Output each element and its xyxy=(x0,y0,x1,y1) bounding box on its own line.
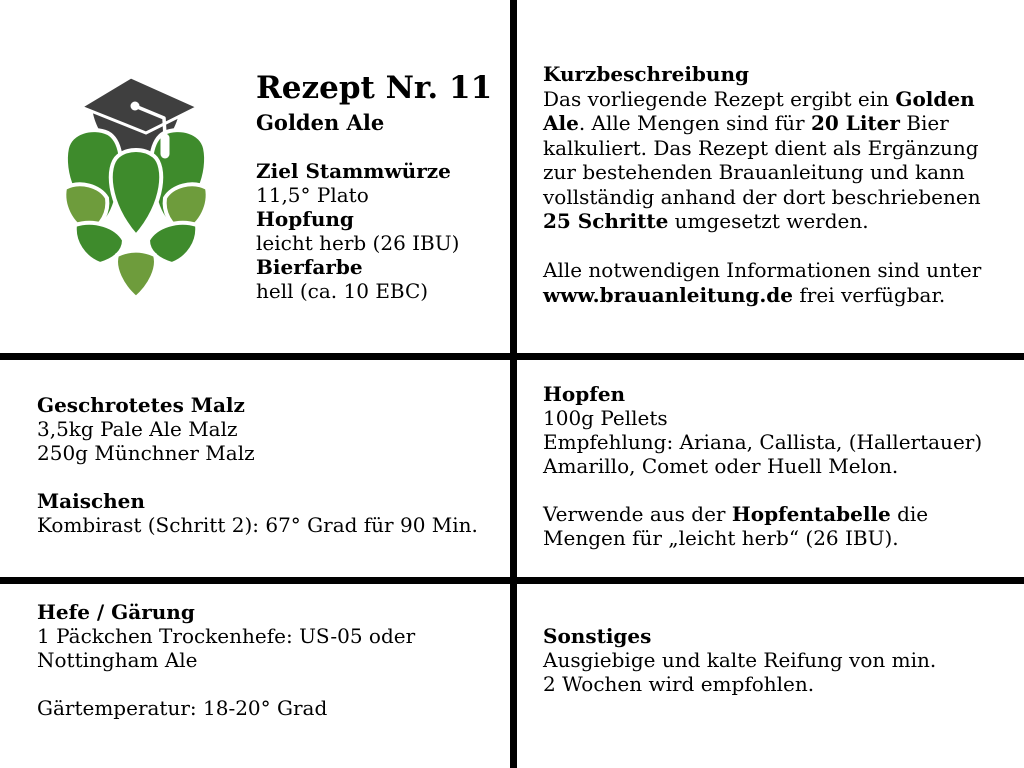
text-line xyxy=(37,600,415,624)
text-line xyxy=(37,441,478,465)
section-kurzbeschreibung xyxy=(543,62,981,307)
text-line xyxy=(543,234,981,259)
grid-line-vertical xyxy=(510,0,517,768)
text-segment: 25 Schritte xyxy=(543,209,669,233)
text-line xyxy=(256,279,459,303)
text-segment: kalkuliert. Das Rezept dient als Ergänzung xyxy=(543,135,979,160)
text-segment: Mengen für „leicht herb“ (26 IBU). xyxy=(543,526,899,550)
text-line xyxy=(37,417,478,441)
text-line xyxy=(256,255,459,279)
text-line xyxy=(256,207,459,231)
text-segment: Hopfentabelle xyxy=(731,502,891,526)
text-segment: Bierfarbe xyxy=(256,255,363,279)
text-line xyxy=(543,283,981,308)
text-segment: vollständig anhand der dort beschriebenen xyxy=(543,184,981,209)
recipe-style: Golden Ale xyxy=(256,110,385,135)
text-segment: Geschrotetes Malz xyxy=(37,393,245,417)
text-segment: zur bestehenden Brauanleitung und kann xyxy=(543,160,965,184)
text-segment: 2 Wochen wird empfohlen. xyxy=(543,672,815,696)
text-line xyxy=(543,672,936,696)
text-line xyxy=(37,465,478,489)
text-segment: hell (ca. 10 EBC) xyxy=(256,279,429,303)
text-segment: 250g Münchner Malz xyxy=(37,441,255,465)
text-line xyxy=(543,382,982,406)
text-line xyxy=(37,648,415,672)
text-segment: Gärtemperatur: 18-20° Grad xyxy=(37,696,328,720)
hop-leaf-central xyxy=(111,150,161,236)
text-segment: umgesetzt werden. xyxy=(668,209,869,233)
text-line xyxy=(37,489,478,513)
text-line xyxy=(543,624,936,648)
section-malz-maischen xyxy=(37,393,478,537)
text-segment: Amarillo, Comet oder Huell Melon. xyxy=(543,454,899,478)
text-line xyxy=(543,478,982,502)
text-segment: die xyxy=(890,502,929,526)
text-segment: 1 Päckchen Trockenhefe: US-05 oder xyxy=(37,624,416,648)
text-segment: 3,5kg Pale Ale Malz xyxy=(37,417,238,441)
text-line xyxy=(543,62,981,87)
text-line xyxy=(37,513,478,537)
text-segment: Maischen xyxy=(37,489,145,513)
text-line xyxy=(37,393,478,417)
text-line xyxy=(256,231,459,255)
section-hopfen xyxy=(543,382,982,550)
text-segment: frei verfügbar. xyxy=(793,282,946,307)
text-segment: Hopfen xyxy=(543,382,626,406)
logo xyxy=(60,76,212,304)
text-line xyxy=(256,183,459,207)
text-segment: 20 Liter xyxy=(810,111,900,135)
hop-graduation-logo xyxy=(60,76,212,304)
text-line xyxy=(37,696,415,720)
text-segment: Verwende aus der xyxy=(543,502,732,526)
text-segment: Ziel Stammwürze xyxy=(256,159,451,183)
text-line xyxy=(543,648,936,672)
text-line xyxy=(543,502,982,526)
section-ziel-info xyxy=(256,159,459,303)
text-line xyxy=(543,430,982,454)
text-line xyxy=(543,454,982,478)
text-segment: Bier xyxy=(899,111,949,135)
text-segment: 11,5° Plato xyxy=(256,183,369,207)
text-segment: Hefe / Gärung xyxy=(37,600,195,624)
text-segment: Empfehlung: Ariana, Callista, (Hallertauer) xyxy=(543,430,983,454)
text-line xyxy=(543,160,981,185)
text-segment: leicht herb (26 IBU) xyxy=(256,231,460,255)
text-segment: Golden xyxy=(895,86,975,111)
text-segment: Nottingham Ale xyxy=(37,648,198,672)
text-segment: Ausgiebige und kalte Reifung von min. xyxy=(543,648,937,672)
section-sonstiges xyxy=(543,624,936,696)
text-segment: Sonstiges xyxy=(543,624,652,648)
text-line xyxy=(256,159,459,183)
hop-leaf-bottom xyxy=(116,251,156,299)
text-line xyxy=(543,87,981,112)
text-segment: Kombirast (Schritt 2): 67° Grad für 90 Min. xyxy=(37,513,478,537)
cap-button xyxy=(131,102,140,111)
title-block xyxy=(256,71,492,136)
text-line xyxy=(37,624,415,648)
grid-line-horizontal-2 xyxy=(0,577,1024,584)
text-line xyxy=(543,185,981,210)
text-line xyxy=(543,136,981,161)
brauanleitung-url: www.brauanleitung.de xyxy=(543,282,794,307)
recipe-title: Rezept Nr. 11 xyxy=(256,70,493,106)
text-line xyxy=(543,111,981,136)
text-segment: Alle notwendigen Informationen sind unter xyxy=(543,258,982,282)
text-line xyxy=(543,526,982,550)
text-line xyxy=(543,406,982,430)
text-line xyxy=(543,258,981,283)
text-segment: 100g Pellets xyxy=(543,406,668,430)
text-segment: Das vorliegende Rezept ergibt ein xyxy=(543,86,896,111)
text-segment: Ale xyxy=(543,111,579,135)
grid-line-horizontal-1 xyxy=(0,353,1024,360)
text-line xyxy=(37,672,415,696)
text-line xyxy=(543,209,981,234)
section-hefe-gaerung xyxy=(37,600,415,720)
text-segment: Kurzbeschreibung xyxy=(543,62,749,86)
text-segment: Hopfung xyxy=(256,207,354,231)
text-segment: . Alle Mengen sind für xyxy=(578,111,811,135)
